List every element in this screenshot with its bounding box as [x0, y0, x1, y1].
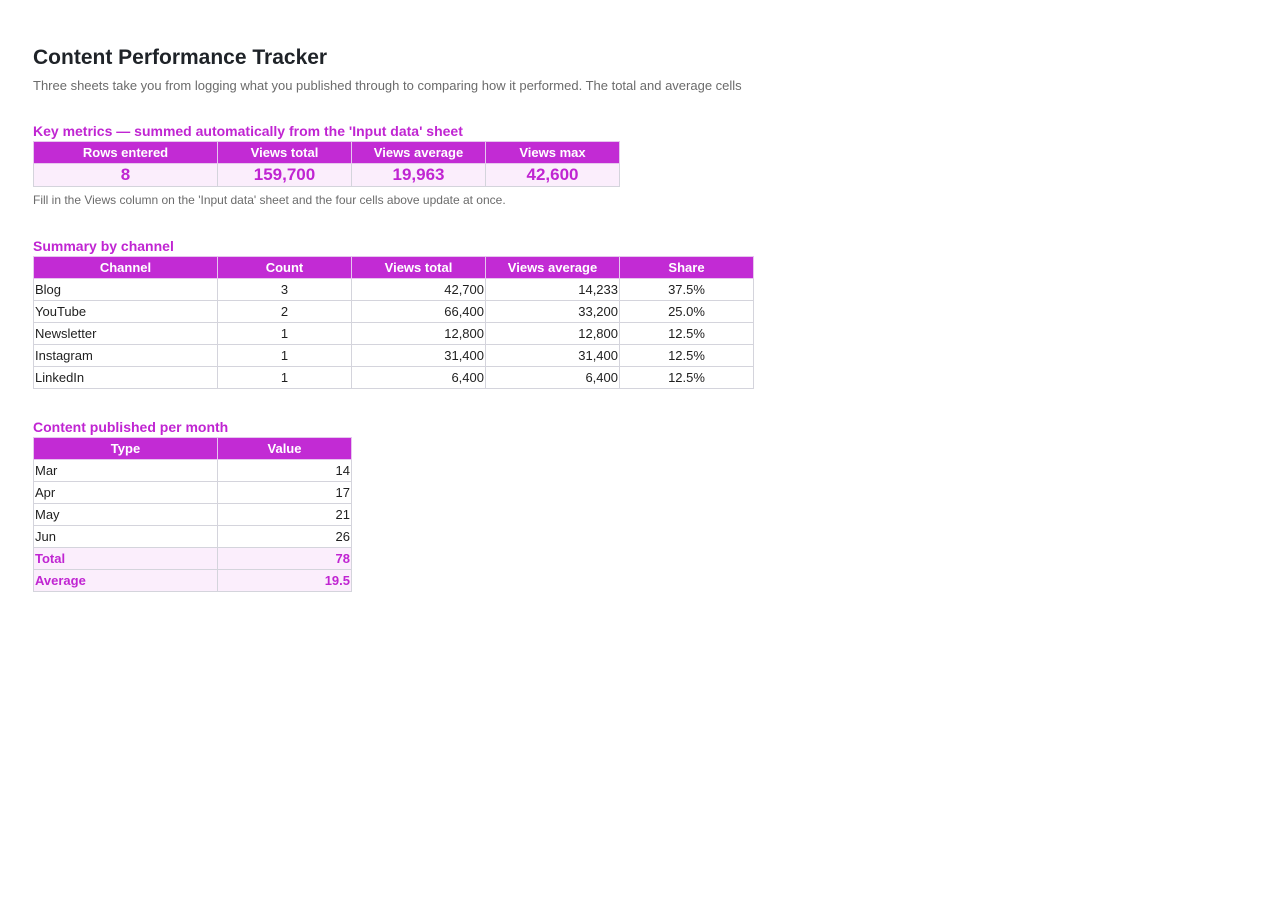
kpi-views-max-value[interactable]: 42,600 [486, 164, 620, 187]
views-total-cell[interactable]: 42,700 [352, 279, 486, 301]
key-metrics-header-row [34, 142, 620, 164]
page-subtitle: Three sheets take you from logging what you published through to comparing how it performed. The total and average cells [33, 78, 742, 93]
table-row [34, 279, 754, 301]
header-cell-views-average[interactable]: Views average [486, 257, 620, 279]
header-cell-rows-entered[interactable]: Rows entered [34, 142, 218, 164]
key-metrics-value-row [34, 164, 620, 187]
average-row [34, 570, 352, 592]
table-row [34, 526, 352, 548]
views-total-cell[interactable]: 31,400 [352, 345, 486, 367]
kpi-rows-entered-value[interactable]: 8 [34, 164, 218, 187]
kpi-views-average-value[interactable]: 19,963 [352, 164, 486, 187]
channel-header-row [34, 257, 754, 279]
table-row [34, 367, 754, 389]
header-cell-views-total[interactable]: Views total [218, 142, 352, 164]
share-cell[interactable]: 37.5% [620, 279, 754, 301]
share-cell[interactable]: 12.5% [620, 367, 754, 389]
channel-summary-table [33, 256, 754, 389]
total-value-cell[interactable]: 78 [218, 548, 352, 570]
kpi-views-total-value[interactable]: 159,700 [218, 164, 352, 187]
monthly-header-row [34, 438, 352, 460]
key-metrics-note: Fill in the Views column on the 'Input data' sheet and the four cells above update at once. [33, 193, 506, 207]
channel-name-cell[interactable]: Instagram [34, 345, 218, 367]
share-cell[interactable]: 12.5% [620, 345, 754, 367]
value-cell[interactable]: 26 [218, 526, 352, 548]
month-cell[interactable]: Apr [34, 482, 218, 504]
page-title: Content Performance Tracker [33, 46, 328, 69]
header-cell-value[interactable]: Value [218, 438, 352, 460]
monthly-section [33, 417, 352, 592]
channel-summary-section [33, 236, 754, 389]
views-total-cell[interactable]: 12,800 [352, 323, 486, 345]
channel-name-cell[interactable]: Newsletter [34, 323, 218, 345]
channel-name-cell[interactable]: Blog [34, 279, 218, 301]
table-row [34, 504, 352, 526]
key-metrics-table [33, 141, 620, 187]
value-cell[interactable]: 21 [218, 504, 352, 526]
views-total-cell[interactable]: 6,400 [352, 367, 486, 389]
count-cell[interactable]: 1 [218, 345, 352, 367]
views-average-cell[interactable]: 6,400 [486, 367, 620, 389]
table-row [34, 301, 754, 323]
header-cell-share[interactable]: Share [620, 257, 754, 279]
views-average-cell[interactable]: 33,200 [486, 301, 620, 323]
header-cell-views-average[interactable]: Views average [352, 142, 486, 164]
channel-name-cell[interactable]: YouTube [34, 301, 218, 323]
table-row [34, 460, 352, 482]
count-cell[interactable]: 1 [218, 367, 352, 389]
channel-summary-heading: Summary by channel [33, 238, 174, 254]
total-label-cell[interactable]: Total [34, 548, 218, 570]
average-label-cell[interactable]: Average [34, 570, 218, 592]
total-row [34, 548, 352, 570]
count-cell[interactable]: 2 [218, 301, 352, 323]
count-cell[interactable]: 3 [218, 279, 352, 301]
header-cell-views-max[interactable]: Views max [486, 142, 620, 164]
channel-name-cell[interactable]: LinkedIn [34, 367, 218, 389]
month-cell[interactable]: May [34, 504, 218, 526]
views-average-cell[interactable]: 14,233 [486, 279, 620, 301]
header-cell-channel[interactable]: Channel [34, 257, 218, 279]
share-cell[interactable]: 12.5% [620, 323, 754, 345]
header-cell-type[interactable]: Type [34, 438, 218, 460]
average-value-cell[interactable]: 19.5 [218, 570, 352, 592]
header-cell-views-total[interactable]: Views total [352, 257, 486, 279]
key-metrics-heading: Key metrics — summed automatically from the 'Input data' sheet [33, 123, 463, 139]
views-average-cell[interactable]: 12,800 [486, 323, 620, 345]
share-cell[interactable]: 25.0% [620, 301, 754, 323]
views-average-cell[interactable]: 31,400 [486, 345, 620, 367]
table-row [34, 482, 352, 504]
monthly-table [33, 437, 352, 592]
views-total-cell[interactable]: 66,400 [352, 301, 486, 323]
count-cell[interactable]: 1 [218, 323, 352, 345]
sheet-page [33, 44, 1253, 588]
month-cell[interactable]: Jun [34, 526, 218, 548]
monthly-heading: Content published per month [33, 419, 229, 435]
header-cell-count[interactable]: Count [218, 257, 352, 279]
month-cell[interactable]: Mar [34, 460, 218, 482]
table-row [34, 345, 754, 367]
value-cell[interactable]: 14 [218, 460, 352, 482]
value-cell[interactable]: 17 [218, 482, 352, 504]
table-row [34, 323, 754, 345]
key-metrics-section [33, 121, 620, 208]
